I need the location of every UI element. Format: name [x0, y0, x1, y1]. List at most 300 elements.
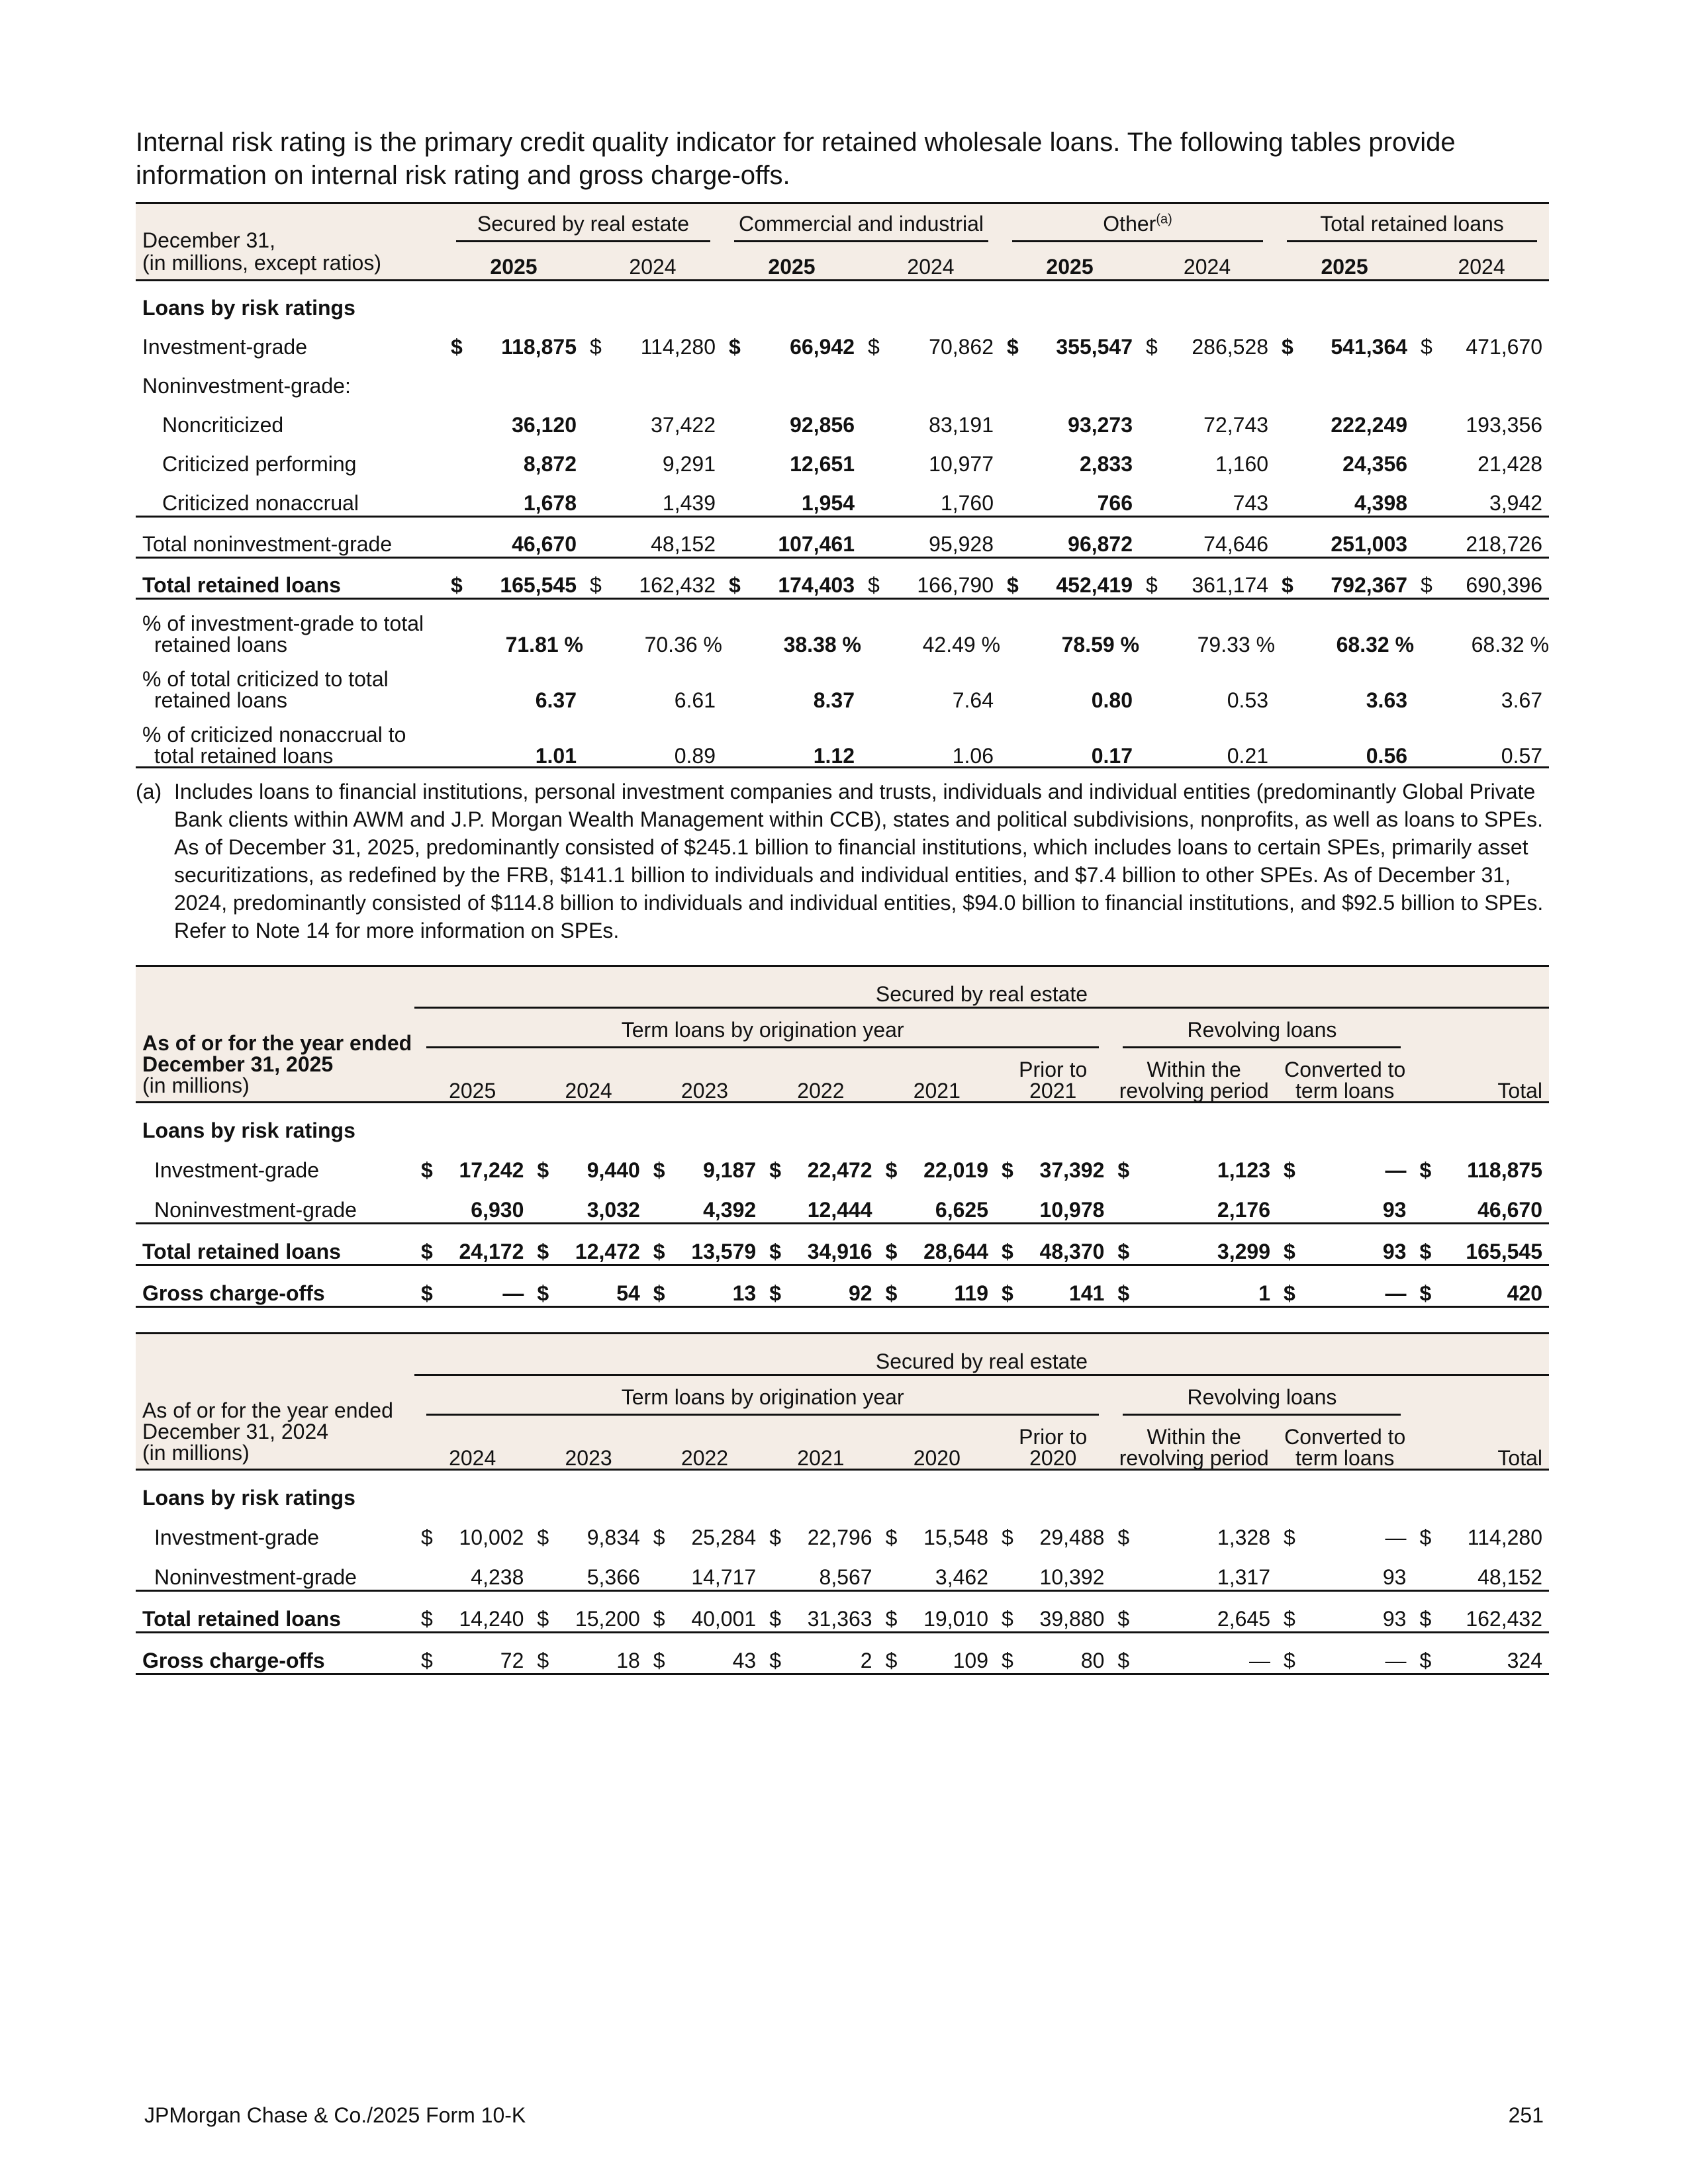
value-cell [763, 1633, 878, 1674]
value-cell [1277, 1633, 1413, 1674]
value-wrap [1117, 1649, 1270, 1673]
currency-sign: $ [653, 1607, 665, 1631]
value-wrap [537, 1158, 639, 1183]
value-wrap [421, 1607, 524, 1631]
other-label: Other [1103, 212, 1156, 236]
section-label: Loans by risk ratings [142, 296, 355, 320]
value-cell: 72,743 [1203, 413, 1269, 437]
value-wrap [1282, 335, 1407, 359]
value-cell [1277, 1591, 1413, 1633]
value-wrap [1284, 1525, 1406, 1550]
revolving-loans-header [1111, 1375, 1413, 1416]
column-header-line: Within the [1147, 1058, 1241, 1081]
row-label: Total retained loans [136, 1591, 414, 1633]
value-wrap [537, 1565, 639, 1590]
currency-sign: $ [1282, 573, 1293, 597]
currency-sign: $ [769, 1158, 781, 1182]
value-cell [414, 1510, 530, 1550]
value-wrap [590, 573, 716, 598]
value: 48,152 [1477, 1565, 1542, 1589]
noninvestment-label: Noninvestment-grade: [142, 374, 351, 398]
value-wrap [1419, 1565, 1542, 1590]
stub-header [136, 966, 414, 1103]
value: 2 [860, 1649, 872, 1672]
value: 29,488 [1039, 1525, 1105, 1549]
currency-sign: $ [537, 1281, 549, 1305]
section-label: Loans by risk ratings [142, 1486, 355, 1510]
currency-sign: $ [1002, 1525, 1013, 1549]
value-cell: 83,191 [929, 413, 994, 437]
stub-header-line: December 31, 2025 [142, 1052, 334, 1076]
row-label: Investment-grade [142, 335, 308, 359]
table-body [136, 1103, 1549, 1307]
column-header: 2022 [647, 1416, 763, 1470]
value-wrap [886, 1607, 988, 1631]
column-header-line: 2020 [1029, 1446, 1077, 1470]
value-cell [647, 1591, 763, 1633]
value: 66,942 [790, 335, 855, 359]
row-label: Investment-grade [154, 1158, 320, 1182]
value-wrap [769, 1607, 872, 1631]
value-cell: 36,120 [512, 413, 577, 437]
value: 355,547 [1056, 335, 1133, 359]
row-label-line: total retained loans [154, 744, 334, 768]
risk-rating-table-header [136, 203, 1549, 281]
super-header: Secured by real estate [414, 966, 1549, 1008]
currency-sign: $ [1283, 1649, 1295, 1672]
table-row [136, 1265, 1549, 1307]
currency-sign: $ [537, 1240, 549, 1263]
value-wrap [1284, 1607, 1406, 1631]
currency-sign: $ [653, 1525, 665, 1549]
year-header: 2024 [1414, 242, 1549, 281]
currency-sign: $ [868, 335, 880, 359]
currency-sign: $ [537, 1158, 549, 1182]
table-row [136, 1591, 1549, 1633]
value-cell [1111, 1224, 1277, 1265]
value: 12,472 [575, 1240, 640, 1263]
value: 6,625 [935, 1198, 988, 1222]
value-cell [530, 1143, 646, 1183]
value-wrap [421, 1240, 524, 1264]
value: 9,440 [586, 1158, 640, 1182]
value: 3,032 [586, 1198, 640, 1222]
currency-sign: $ [1002, 1649, 1013, 1672]
section-row [136, 1103, 1549, 1144]
value-wrap [1117, 1198, 1270, 1222]
value-cell: 0.53 [1227, 688, 1269, 712]
secured-2024-table [136, 1332, 1549, 1675]
currency-sign: $ [1283, 1281, 1295, 1305]
value-cell: 4,398 [1354, 491, 1408, 515]
currency-sign: $ [769, 1281, 781, 1305]
row-label [136, 599, 444, 656]
row-label: Noninvestment-grade [154, 1565, 357, 1589]
currency-sign: $ [653, 1240, 665, 1263]
value: 14,717 [691, 1565, 757, 1589]
value: 118,875 [1467, 1158, 1542, 1182]
value: 15,548 [923, 1525, 988, 1549]
section-row [136, 1470, 1549, 1511]
value-cell: 1.06 [861, 711, 1000, 768]
currency-sign: $ [653, 1158, 665, 1182]
value-wrap [451, 335, 577, 359]
stub-header-line: December 31, [142, 228, 275, 252]
column-header-line: Within the [1147, 1425, 1241, 1449]
noninvestment-heading-row [136, 359, 1549, 398]
currency-sign: $ [885, 1525, 898, 1549]
value-cell [1414, 558, 1549, 599]
header-row [136, 966, 1549, 1008]
value: 40,001 [691, 1607, 757, 1631]
value-cell: 70.36 % [644, 633, 722, 657]
value: 6,930 [471, 1198, 524, 1222]
value-wrap [769, 1525, 872, 1550]
value-cell: 743 [1233, 491, 1269, 515]
currency-sign: $ [1117, 1281, 1130, 1305]
column-header [995, 1416, 1111, 1470]
currency-sign: $ [885, 1158, 898, 1182]
table-header [136, 966, 1549, 1103]
table-body [136, 1470, 1549, 1674]
value: 452,419 [1056, 573, 1133, 597]
value: 2,176 [1217, 1198, 1270, 1222]
value: 114,280 [640, 335, 716, 359]
column-header-line: term loans [1295, 1079, 1395, 1103]
value-cell [861, 558, 1000, 599]
intro-paragraph: Internal risk rating is the primary credit quality indicator for retained wholesale loans. The following tables provide information on internal risk rating and gross charge-offs. [136, 128, 1456, 190]
currency-sign: $ [1283, 1525, 1295, 1549]
term-loans-label: Term loans by origination year [426, 1018, 1099, 1048]
value: 286,528 [1192, 335, 1269, 359]
value: 9,187 [703, 1158, 757, 1182]
value-cell [763, 1265, 878, 1307]
value-wrap [421, 1649, 524, 1673]
value: 39,880 [1039, 1607, 1105, 1631]
value: 162,432 [639, 573, 716, 597]
currency-sign: $ [1007, 335, 1019, 359]
row-label: Investment-grade [154, 1525, 320, 1549]
value-cell: 1.01 [444, 711, 583, 768]
value-cell [1277, 1550, 1413, 1591]
value-cell: 3.67 [1501, 688, 1543, 712]
value-cell [763, 1591, 878, 1633]
row-label: Gross charge-offs [136, 1265, 414, 1307]
value: 109 [953, 1649, 988, 1672]
value-cell [995, 1550, 1111, 1591]
value-wrap [421, 1565, 524, 1590]
currency-sign: $ [769, 1649, 781, 1672]
currency-sign: $ [1002, 1240, 1013, 1263]
revolving-loans-label: Revolving loans [1123, 1018, 1401, 1048]
currency-sign: $ [1419, 1240, 1432, 1263]
value-cell [530, 1224, 646, 1265]
stub-header-line: (in millions) [142, 1073, 250, 1097]
currency-sign: $ [1146, 335, 1158, 359]
value-cell: 92,856 [790, 413, 855, 437]
value: 14,240 [459, 1607, 524, 1631]
row-label: Criticized nonaccrual [162, 491, 359, 515]
value-cell [530, 1633, 646, 1674]
value: 792,367 [1331, 573, 1408, 597]
value-cell [1111, 1265, 1277, 1307]
value-wrap [1284, 1281, 1406, 1306]
value-wrap [868, 573, 994, 598]
value-cell [995, 1633, 1111, 1674]
value-cell [1413, 1591, 1549, 1633]
value: 31,363 [807, 1607, 872, 1631]
value-cell: 0.89 [583, 711, 722, 768]
value-cell [1139, 558, 1275, 599]
table-header [136, 1334, 1549, 1470]
value: 1,317 [1217, 1565, 1270, 1589]
value-cell [879, 1143, 995, 1183]
value-cell [1111, 1550, 1277, 1591]
row-label: Criticized performing [162, 452, 357, 476]
column-header: 2024 [530, 1048, 646, 1103]
value-cell [647, 1224, 763, 1265]
value: — [1248, 1649, 1270, 1672]
value: 361,174 [1192, 573, 1269, 597]
value-wrap [537, 1281, 639, 1306]
value-cell: 1,760 [940, 491, 994, 515]
row-label [136, 711, 444, 768]
value-wrap [653, 1649, 756, 1673]
currency-sign: $ [1007, 573, 1019, 597]
value: — [1385, 1158, 1407, 1182]
currency-sign: $ [537, 1649, 549, 1672]
value-wrap [868, 335, 994, 359]
row-total-retained-loans [136, 558, 1549, 599]
currency-sign: $ [1421, 573, 1432, 597]
value-cell [1111, 1633, 1277, 1674]
value: 37,392 [1039, 1158, 1105, 1182]
row-label: Gross charge-offs [136, 1633, 414, 1674]
year-header: 2025 [444, 242, 583, 281]
value-cell [861, 320, 1000, 359]
value: 25,284 [691, 1525, 757, 1549]
value-cell [1413, 1224, 1549, 1265]
row-label-line: retained loans [154, 688, 288, 712]
stub-header [136, 1334, 414, 1470]
value-cell: 46,670 [444, 517, 583, 558]
value-cell [1000, 320, 1139, 359]
value-cell [647, 1183, 763, 1224]
group-label [1012, 212, 1263, 242]
table-row [136, 1143, 1549, 1183]
value-cell: 0.17 [1000, 711, 1139, 768]
value-cell [1413, 1510, 1549, 1550]
value: 93 [1382, 1565, 1407, 1589]
value-cell: 93,273 [1068, 413, 1133, 437]
value-wrap [1117, 1525, 1270, 1550]
value-cell [583, 558, 722, 599]
currency-sign: $ [885, 1649, 898, 1672]
value-wrap [1421, 573, 1542, 598]
currency-sign: $ [420, 1240, 433, 1263]
term-loans-header [414, 1008, 1111, 1049]
value-wrap [769, 1649, 872, 1673]
value-wrap [1284, 1565, 1406, 1590]
value-cell: 68.32 % [1336, 633, 1415, 657]
value-cell [1413, 1143, 1549, 1183]
year-header: 2024 [861, 242, 1000, 281]
value-cell: 0.21 [1139, 711, 1275, 768]
value: 324 [1507, 1649, 1542, 1672]
value-cell: 766 [1097, 491, 1133, 515]
value-cell: 1,160 [1215, 452, 1269, 476]
value: 15,200 [575, 1607, 640, 1631]
value: 1,123 [1217, 1158, 1270, 1182]
value: 93 [1382, 1240, 1407, 1263]
currency-sign: $ [1002, 1158, 1013, 1182]
value-cell: 68.32 % [1471, 633, 1550, 657]
value-cell [1111, 1143, 1277, 1183]
value-cell: 37,422 [651, 413, 716, 437]
currency-sign: $ [885, 1607, 898, 1631]
column-header: 2025 [414, 1048, 530, 1103]
value-wrap [729, 335, 855, 359]
column-header: 2020 [879, 1416, 995, 1470]
value-wrap [537, 1607, 639, 1631]
stub-header-line: (in millions) [142, 1441, 250, 1465]
risk-rating-table-body [136, 281, 1549, 768]
value-wrap [1002, 1198, 1104, 1222]
value-wrap [1002, 1649, 1104, 1673]
value-wrap [1117, 1565, 1270, 1590]
value-wrap [1282, 573, 1407, 598]
value-wrap [769, 1281, 872, 1306]
currency-sign: $ [1419, 1281, 1432, 1305]
value-wrap [421, 1281, 524, 1306]
currency-sign: $ [1002, 1607, 1013, 1631]
value-cell [647, 1265, 763, 1307]
currency-sign: $ [1117, 1649, 1130, 1672]
value-cell: 21,428 [1477, 452, 1543, 476]
value: 43 [732, 1649, 757, 1672]
value-wrap [1002, 1525, 1104, 1550]
value-wrap [886, 1525, 988, 1550]
value-wrap [1002, 1281, 1104, 1306]
row-label-line: % of investment-grade to total [142, 612, 424, 635]
currency-sign: $ [1283, 1158, 1295, 1182]
value-wrap [1419, 1525, 1542, 1550]
value-wrap [1146, 335, 1268, 359]
year-header: 2025 [1000, 242, 1139, 281]
value: 72 [500, 1649, 524, 1672]
value: 3,299 [1217, 1240, 1270, 1263]
value-wrap [886, 1198, 988, 1222]
value-cell [1414, 320, 1549, 359]
value: 80 [1080, 1649, 1105, 1672]
footnote-label: (a) [136, 780, 162, 803]
currency-sign: $ [729, 335, 741, 359]
risk-rating-table [136, 202, 1549, 768]
value-wrap [1421, 335, 1542, 359]
value-cell [995, 1591, 1111, 1633]
row-label: Noninvestment-grade [154, 1198, 357, 1222]
column-header-line: revolving period [1119, 1446, 1269, 1470]
value: 93 [1382, 1198, 1407, 1222]
table-row [136, 1224, 1549, 1265]
value-cell [879, 1591, 995, 1633]
value-wrap [729, 573, 855, 598]
value-wrap [537, 1240, 639, 1264]
term-loans-label: Term loans by origination year [426, 1385, 1099, 1416]
value-cell [444, 320, 583, 359]
value: 10,002 [459, 1525, 524, 1549]
value-cell [995, 1224, 1111, 1265]
value: 24,172 [459, 1240, 524, 1263]
currency-sign: $ [729, 573, 741, 597]
value-wrap [769, 1198, 872, 1222]
currency-sign: $ [537, 1607, 549, 1631]
section-row [136, 281, 1549, 321]
value: 141 [1069, 1281, 1105, 1305]
column-header [1111, 1416, 1277, 1470]
row-noncriticized [136, 398, 1549, 437]
value-cell [1277, 1510, 1413, 1550]
value-cell [414, 1591, 530, 1633]
value-wrap [653, 1198, 756, 1222]
column-header-line: 2021 [1029, 1079, 1077, 1103]
value-cell [763, 1224, 878, 1265]
row-label [136, 655, 444, 711]
value-cell [763, 1183, 878, 1224]
currency-sign: $ [1419, 1607, 1432, 1631]
year-header: 2025 [1275, 242, 1414, 281]
value: 5,366 [586, 1565, 640, 1589]
super-header: Secured by real estate [414, 1334, 1549, 1375]
currency-sign: $ [420, 1649, 433, 1672]
term-loans-header [414, 1375, 1111, 1416]
row-pct-nonaccrual [136, 711, 1549, 768]
value-cell [1111, 1510, 1277, 1550]
value-cell: 38.38 % [783, 633, 861, 657]
value-wrap [886, 1158, 988, 1183]
section-label: Loans by risk ratings [142, 1118, 355, 1142]
value: 162,432 [1466, 1607, 1542, 1631]
row-label-line: % of total criticized to total [142, 667, 389, 691]
value-cell [1413, 1550, 1549, 1591]
value-cell: 1.12 [722, 711, 861, 768]
currency-sign: $ [420, 1525, 433, 1549]
value-wrap [451, 573, 577, 598]
value-cell [1111, 1183, 1277, 1224]
currency-sign: $ [1002, 1281, 1013, 1305]
row-pct-criticized [136, 655, 1549, 711]
value-wrap [886, 1565, 988, 1590]
column-header-line: revolving period [1119, 1079, 1269, 1103]
value: 17,242 [459, 1158, 524, 1182]
value: 8,567 [819, 1565, 872, 1589]
value-wrap [653, 1281, 756, 1306]
value: 10,392 [1039, 1565, 1105, 1589]
stub-header-line: (in millions, except ratios) [142, 251, 381, 275]
value-cell: 218,726 [1414, 517, 1549, 558]
value: 4,392 [703, 1198, 757, 1222]
value-cell: 193,356 [1466, 413, 1543, 437]
value-cell [879, 1510, 995, 1550]
column-header-line: term loans [1295, 1446, 1395, 1470]
footer-left: JPMorgan Chase & Co./2025 Form 10-K [144, 2103, 526, 2127]
currency-sign: $ [885, 1240, 898, 1263]
value-cell [763, 1510, 878, 1550]
value: 22,796 [807, 1525, 872, 1549]
value: 48,370 [1039, 1240, 1105, 1263]
group-header-commercial [722, 203, 1000, 243]
value-wrap [537, 1198, 639, 1222]
